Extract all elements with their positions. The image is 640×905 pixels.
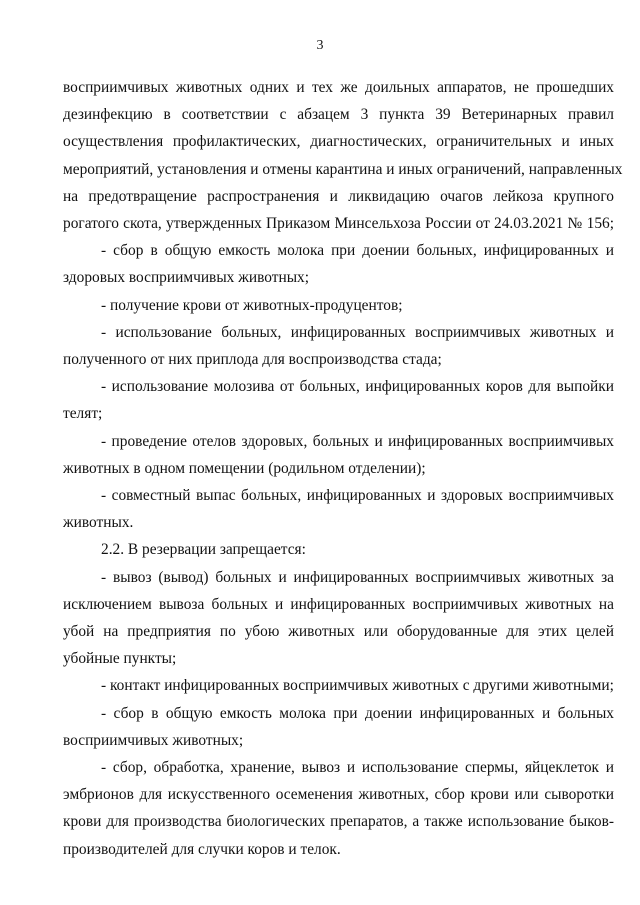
list-item-contact [63, 672, 614, 699]
list-item-export [63, 564, 614, 673]
document-body [63, 74, 623, 863]
list-item-grazing [63, 482, 614, 536]
list-item-colostrum-use [63, 373, 614, 427]
text-line: - сбор в общую емкость молока при доении больных, инфицированных и [101, 242, 614, 260]
text-line: - использование больных, инфицированных восприимчивых животных и [101, 323, 614, 341]
text-line: осуществления профилактических, диагностических, ограничительных и иных [63, 133, 614, 151]
list-item-blood-collection [63, 292, 614, 319]
text-line: эмбрионов для искусственного осеменения животных, сбор крови или сыворотки [63, 786, 614, 804]
text-line: здоровых восприимчивых животных; [63, 269, 310, 287]
text-line: восприимчивых животных одних и тех же доильных аппаратов, не прошедших [63, 79, 614, 96]
text-line: мероприятий, установления и отмены карантина и иных ограничений, направленных [63, 160, 623, 178]
text-line: 2.2. В резервации запрещается: [101, 541, 306, 559]
text-line: - вывоз (вывод) больных и инфицированных восприимчивых животных за [101, 568, 614, 586]
text-line: убой на предприятия по убою животных или оборудованные для этих целей [63, 623, 614, 641]
text-line: животных в одном помещении (родильном отделении); [63, 459, 426, 477]
text-line: телят; [63, 405, 103, 423]
list-item-calving [63, 428, 614, 482]
text-line: крови для производства биологических препаратов, а также использование быков- [63, 813, 614, 831]
text-line: убойные пункты; [63, 650, 177, 668]
text-line: - получение крови от животных-продуцентов; [101, 296, 403, 314]
page-number: 3 [316, 38, 324, 53]
text-line: дезинфекцию в соответствии с абзацем 3 пункта 39 Ветеринарных правил [63, 106, 614, 124]
list-item-semen-embryo [63, 754, 614, 863]
text-line: исключением вывоза больных и инфицированных восприимчивых животных на [63, 595, 614, 613]
list-item-reproduction-use [63, 319, 614, 373]
text-line: полученного от них приплода для воспроизводства стада; [63, 351, 442, 369]
text-line: на предотвращение распространения и ликвидацию очагов лейкоза крупного [63, 187, 614, 205]
text-line: - совместный выпас больных, инфицированных и здоровых восприимчивых [101, 487, 614, 505]
paragraph-milking-equipment [63, 74, 623, 237]
text-line: восприимчивых животных; [63, 731, 244, 749]
text-line: - сбор в общую емкость молока при доении инфицированных и больных [101, 704, 614, 722]
text-line: рогатого скота, утвержденных Приказом Минсельхоза России от 24.03.2021 № 156; [63, 215, 614, 233]
text-line: - использование молозива от больных, инфицированных коров для выпойки [101, 378, 614, 396]
text-line: производителей для случки коров и телок. [63, 840, 341, 858]
section-heading-2-2 [63, 536, 614, 563]
text-line: животных. [63, 514, 134, 532]
text-line: - сбор, обработка, хранение, вывоз и использование спермы, яйцеклеток и [101, 759, 614, 777]
list-item-milk-collection [63, 237, 614, 291]
text-line: - проведение отелов здоровых, больных и инфицированных восприимчивых [101, 432, 614, 450]
list-item-milk-collection-reservation [63, 700, 614, 754]
text-line: - контакт инфицированных восприимчивых животных с другими животными; [101, 677, 614, 695]
